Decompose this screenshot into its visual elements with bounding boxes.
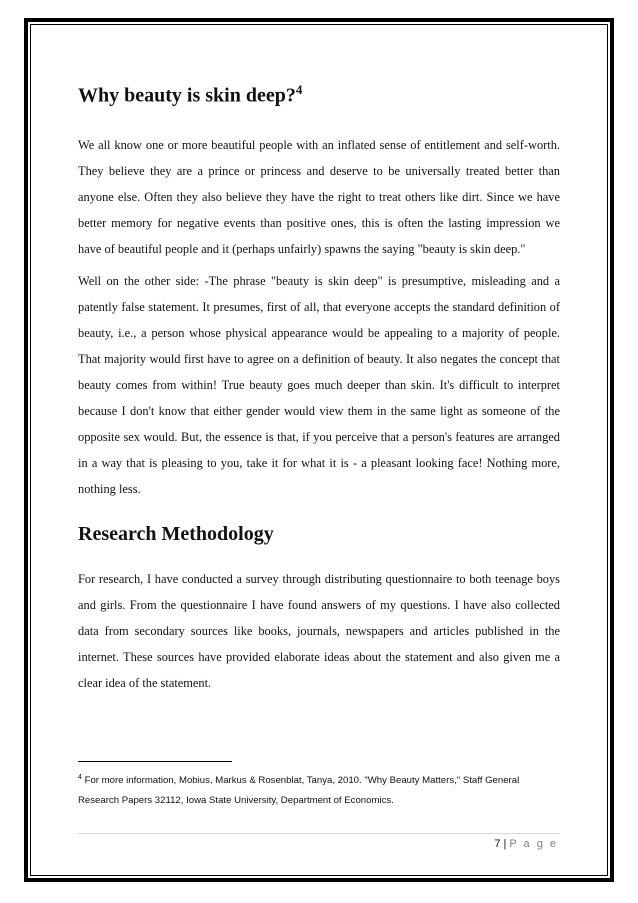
- footnote-marker: 4: [78, 774, 82, 781]
- page-label: P a g e: [509, 838, 558, 850]
- page-number: [494, 838, 558, 850]
- paragraph-methodology: For research, I have conducted a survey through distributing questionnaire to both teenage boys and girls. From the questionnaire I have found answers of my questions. I have also collected data from secondary sources like books, journals, newspapers and articles published in the internet. These sources have provided elaborate ideas about the statement and also given me a clear idea of the statement.: [78, 571, 560, 690]
- page-separator: |: [503, 838, 507, 850]
- section-heading-why-beauty: [78, 76, 560, 110]
- footnote-text: For more information, Mobius, Markus & Rosenblat, Tanya, 2010. "Why Beauty Matters," Staff General Research Papers 32112, Iowa State University, Department of Economics.: [78, 775, 520, 807]
- footnote: [78, 768, 560, 811]
- page-number-value: 7: [494, 838, 501, 850]
- paragraph-2: Well on the other side: -The phrase "beauty is skin deep" is presumptive, misleading and a patently false statement. It presumes, first of all, that everyone accepts the standard definition of beauty, i.e., a person whose physical appearance would be appealing to a majority of people. That majority would first have to agree on a definition of beauty. It also negates the concept that beauty comes from within! True beauty goes much deeper than skin. It's difficult to interpret because I don't know that either gender would view them in the same light as someone of the opposite sex would. But, the essence is that, if you perceive that a person's features are arranged in a way that is pleasing to you, take it for what it is - a pleasant looking face! Nothing more, nothing less.: [78, 273, 560, 496]
- footer-divider: [78, 833, 560, 834]
- page-content: [78, 76, 560, 702]
- footnote-separator: [78, 761, 232, 762]
- footnote-ref: 4: [295, 82, 303, 97]
- section-heading-research-methodology: Research Methodology: [78, 522, 274, 545]
- paragraph-1: We all know one or more beautiful people with an inflated sense of entitlement and self-worth. They believe they are a prince or princess and deserve to be universally treated better than anyone else. Often they also believe they have the right to treat others like dirt. Since we have better memory for negative events than positive ones, this is often the lasting impression we have of beautiful people and it (perhaps unfairly) spawns the saying "beauty is skin deep.": [78, 137, 560, 256]
- heading-text: Why beauty is skin deep?: [78, 84, 296, 107]
